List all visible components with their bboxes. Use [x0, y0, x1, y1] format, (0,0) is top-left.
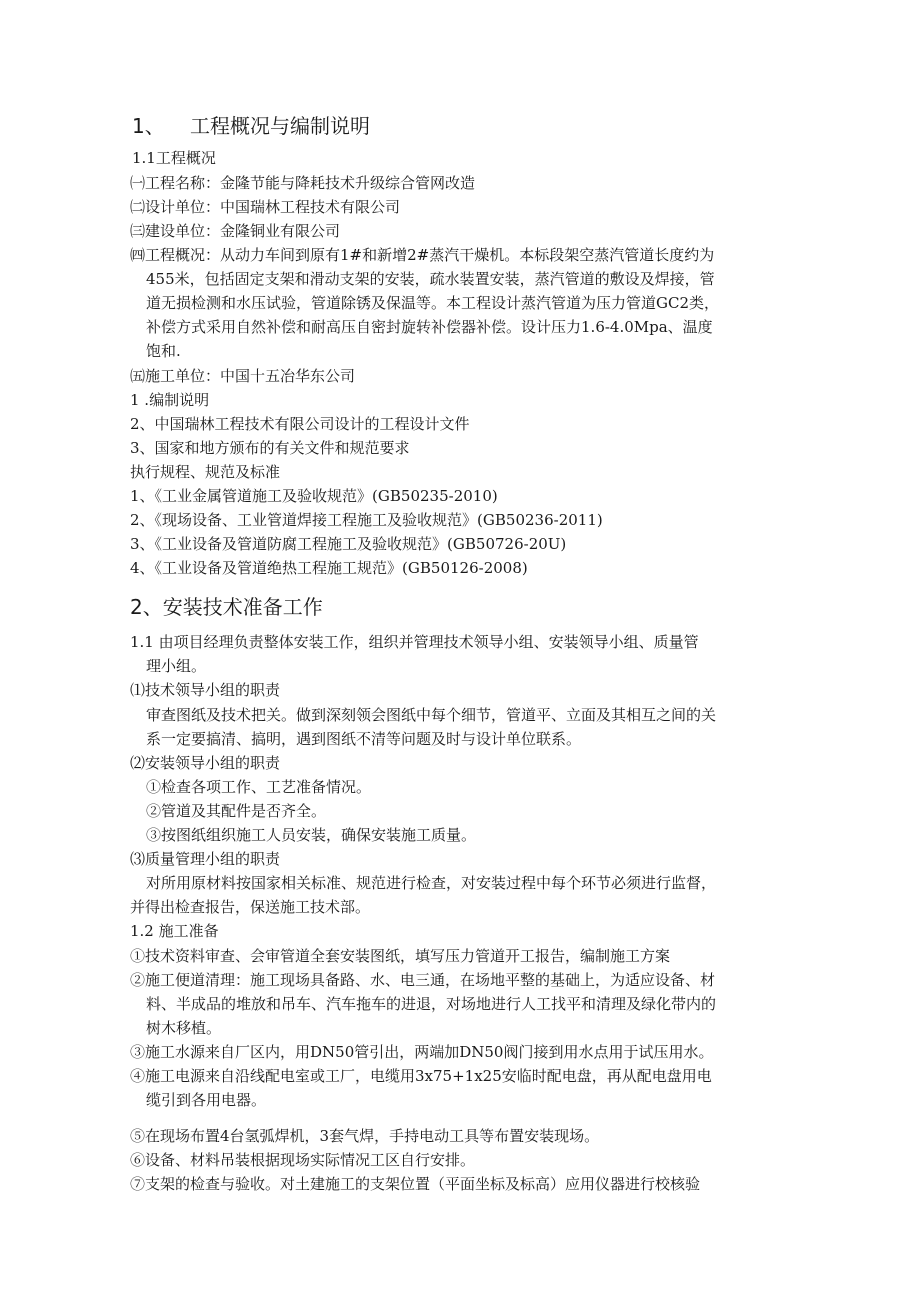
construction-owner: ㈢建设单位：金隆铜业有限公司	[130, 222, 341, 240]
prep-item-continued: 缆引到各用电器。	[146, 1091, 267, 1109]
section-1-heading	[132, 114, 370, 138]
quality-group-title: ⑶质量管理小组的职责	[130, 850, 281, 868]
subsection-1-1-title: 1.1工程概况	[132, 149, 216, 167]
prep-item: ⑥设备、材料吊装根据现场实际情况工区自行安排。	[130, 1151, 476, 1169]
construction-prep-title: 1.2 施工准备	[130, 922, 219, 940]
tech-group-title: ⑴技术领导小组的职责	[130, 681, 281, 699]
prep-item: ⑦支架的检查与验收。对土建施工的支架位置（平面坐标及标高）应用仪器进行校核验	[130, 1175, 701, 1193]
install-group-duty: ③按图纸组织施工人员安装，确保安装施工质量。	[146, 826, 477, 844]
standard-item: 1、《工业金属管道施工及验收规范》(GB50235-2010)	[130, 487, 498, 505]
prep-item: ③施工水源来自厂区内，用DN50管引出，两端加DN50阀门接到用水点用于试压用水。	[130, 1043, 714, 1061]
prep-item: ⑤在现场布置4台氢弧焊机，3套气焊，手持电动工具等布置安装现场。	[130, 1127, 600, 1145]
install-group-duty: ①检查各项工作、工艺准备情况。	[146, 778, 372, 796]
compilation-basis-item: 3、国家和地方颁布的有关文件和规范要求	[130, 439, 410, 457]
prep-item-continued: 树木移植。	[146, 1019, 222, 1037]
tech-group-duty: 系一定要搞清、搞明，遇到图纸不清等问题及时与设计单位联系。	[146, 730, 582, 748]
standard-item: 2、《现场设备、工业管道焊接工程施工及验收规范》(GB50236-2011)	[130, 511, 603, 529]
standard-item: 3、《工业设备及管道防腐工程施工及验收规范》(GB50726-20U)	[130, 535, 567, 553]
prep-item: ①技术资料审查、会审管道全套安装图纸，填写压力管道开工报告，编制施工方案	[130, 947, 671, 965]
prep-item: ②施工便道清理：施工现场具备路、水、电三通，在场地平整的基础上，为适应设备、材	[130, 971, 716, 989]
section-2-paragraph: 1.1 由项目经理负责整体安装工作，组织并管理技术领导小组、安装领导小组、质量管	[130, 633, 699, 651]
design-unit: ㈡设计单位：中国瑞林工程技术有限公司	[130, 198, 401, 216]
prep-item: ④施工电源来自沿线配电室或工厂，电缆用3x75+1x25安临时配电盘，再从配电盘用电	[130, 1067, 712, 1085]
standard-item: 4、《工业设备及管道绝热工程施工规范》(GB50126-2008)	[130, 559, 528, 577]
compilation-basis-item: 2、中国瑞林工程技术有限公司设计的工程设计文件	[130, 415, 470, 433]
project-overview-line: 补偿方式采用自然补偿和耐高压自密封旋转补偿器补偿。设计压力1.6-4.0Mpa、温度	[146, 318, 713, 336]
install-group-title: ⑵安装领导小组的职责	[130, 754, 281, 772]
quality-group-duty: 并得出检查报告，保送施工技术部。	[130, 898, 371, 916]
project-overview-line: 道无损检测和水压试验，管道除锈及保温等。本工程设计蒸汽管道为压力管道GC2类，	[146, 294, 720, 312]
compilation-notes-title: 1 .编制说明	[130, 391, 210, 409]
standards-title: 执行规程、规范及标准	[130, 463, 281, 481]
project-overview-line: 饱和.	[146, 342, 181, 360]
project-name: ㈠工程名称：金隆节能与降耗技术升级综合管网改造	[130, 174, 476, 192]
tech-group-duty: 审查图纸及技术把关。做到深刻领会图纸中每个细节，管道平、立面及其相互之间的关	[146, 706, 717, 724]
section-2-paragraph: 理小组。	[146, 657, 207, 675]
section-1-number: 1、	[132, 114, 165, 138]
prep-item-continued: 料、半成品的堆放和吊车、汽车拖车的进退，对场地进行人工找平和清理及绿化带内的	[146, 995, 717, 1013]
section-1-title: 工程概况与编制说明	[190, 114, 370, 138]
project-overview-line: ㈣工程概况：从动力车间到原有1#和新增2#蒸汽干燥机。本标段架空蒸汽管道长度约为	[130, 246, 715, 264]
project-overview-line: 455米，包括固定支架和滑动支架的安装，疏水装置安装，蒸汽管道的敷设及焊接，管	[146, 270, 715, 288]
contractor-unit: ㈤施工单位：中国十五冶华东公司	[130, 367, 356, 385]
install-group-duty: ②管道及其配件是否齐全。	[146, 802, 327, 820]
section-2-heading: 2、安装技术准备工作	[130, 595, 323, 619]
quality-group-duty: 对所用原材料按国家相关标准、规范进行检查，对安装过程中每个环节必须进行监督，	[146, 874, 717, 892]
